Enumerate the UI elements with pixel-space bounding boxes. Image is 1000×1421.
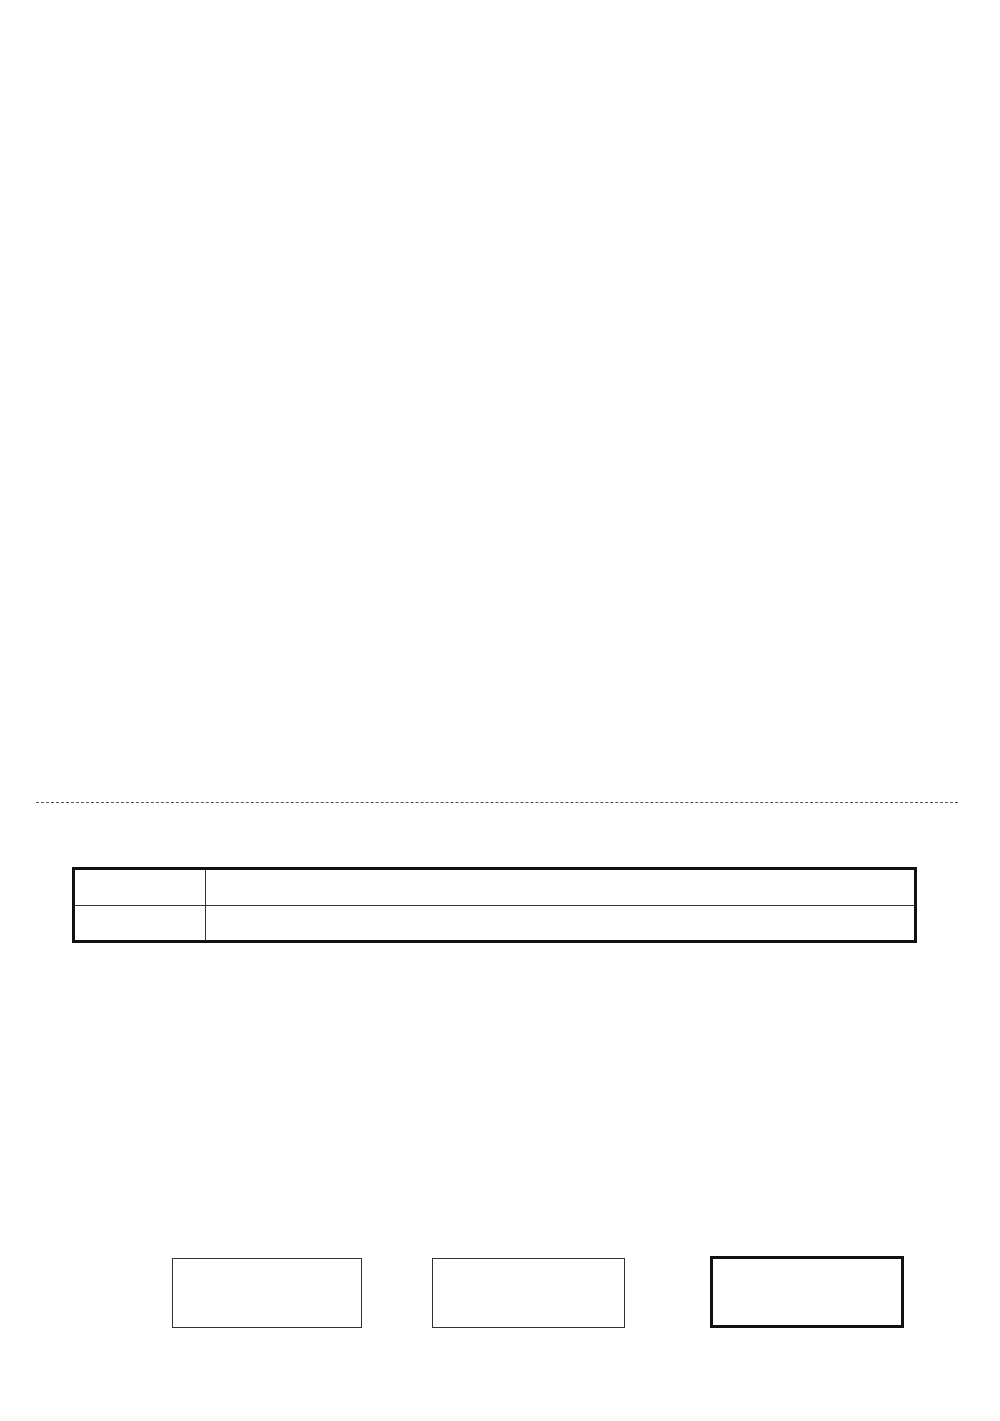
total-amount-box[interactable] bbox=[710, 1256, 904, 1328]
name-row bbox=[75, 870, 914, 906]
cut-line bbox=[36, 802, 958, 803]
contact-box bbox=[72, 867, 917, 943]
contact-label bbox=[75, 906, 206, 941]
unit-price-box bbox=[432, 1258, 625, 1328]
contact-field[interactable] bbox=[206, 906, 914, 941]
name-field[interactable] bbox=[206, 870, 914, 905]
total-quantity-box[interactable] bbox=[172, 1258, 362, 1328]
name-label bbox=[75, 870, 206, 905]
price-row bbox=[88, 512, 110, 537]
contact-row bbox=[75, 906, 914, 941]
